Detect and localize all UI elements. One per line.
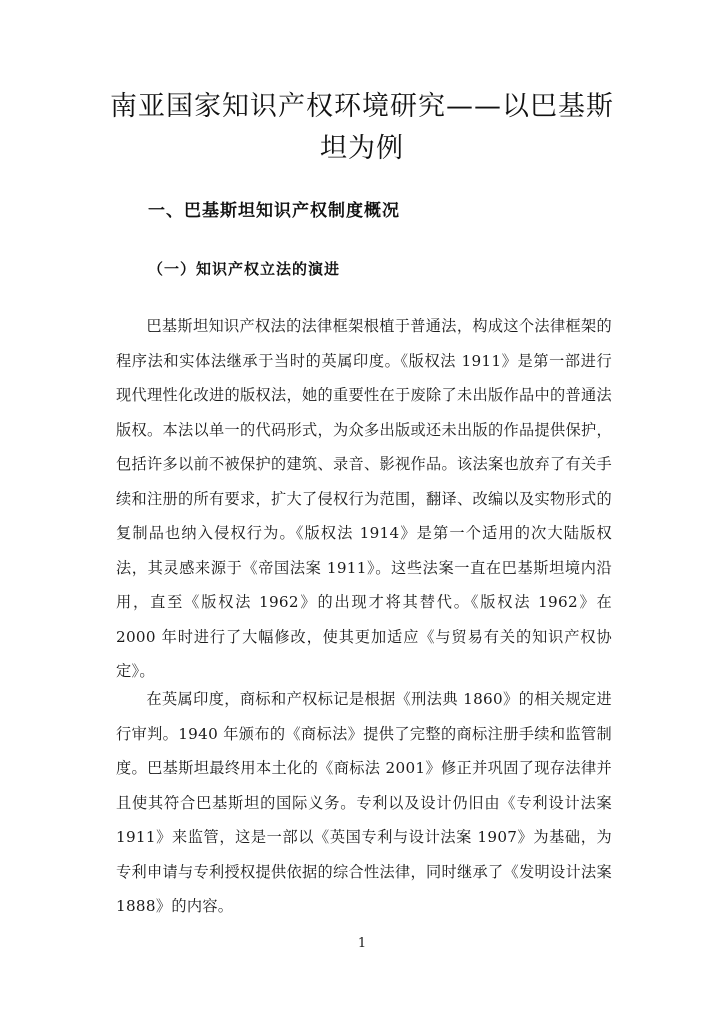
page-number: 1	[357, 936, 367, 951]
subsection-heading: （一）知识产权立法的演进	[148, 260, 341, 278]
body-paragraph-1: 巴基斯坦知识产权法的法律框架根植于普通法，构成这个法律框架的程序法和实体法继承于当时的英属印度。《版权法 1911》是第一部进行现代理性化改进的版权法，她的重要性在于废除了未出版作品中的普通法版权。本法以单一的代码形式，为众多出版或还未出版的作品提供保护，包括许多以前不被保护的建筑、录音、影视作品。该法案也放弃了有关手续和注册的所有要求，扩大了侵权行为范围，翻译、改编以及实物形式的复制品也纳入侵权行为。《版权法 1914》是第一个适用的次大陆版权法，其灵感来源于《帝国法案 1911》。这些法案一直在巴基斯坦境内沿用，直至《版权法 1962》的出现才将其替代。《版权法 1962》在 2000 年时进行了大幅修改，使其更加适应《与贸易有关的知识产权协定》。	[116, 317, 612, 680]
body-paragraph-2: 在英属印度，商标和产权标记是根据《刑法典 1860》的相关规定进行审判。1940 年颁布的《商标法》提供了完整的商标注册手续和监管制度。巴基斯坦最终用本土化的《商标法 2001》修正并巩固了现存法律并且使其符合巴基斯坦的国际义务。专利以及设计仍旧由《专利设计法案 1911》来监管，这是一部以《英国专利与设计法案 1907》为基础，为专利申请与专利授权提供依据的综合性法律，同时继承了《发明设计法案 1888》的内容。	[116, 690, 612, 915]
section-heading: 一、巴基斯坦知识产权制度概况	[148, 201, 400, 221]
document-title: 南亚国家知识产权环境研究——以巴基斯坦为例	[110, 91, 614, 164]
